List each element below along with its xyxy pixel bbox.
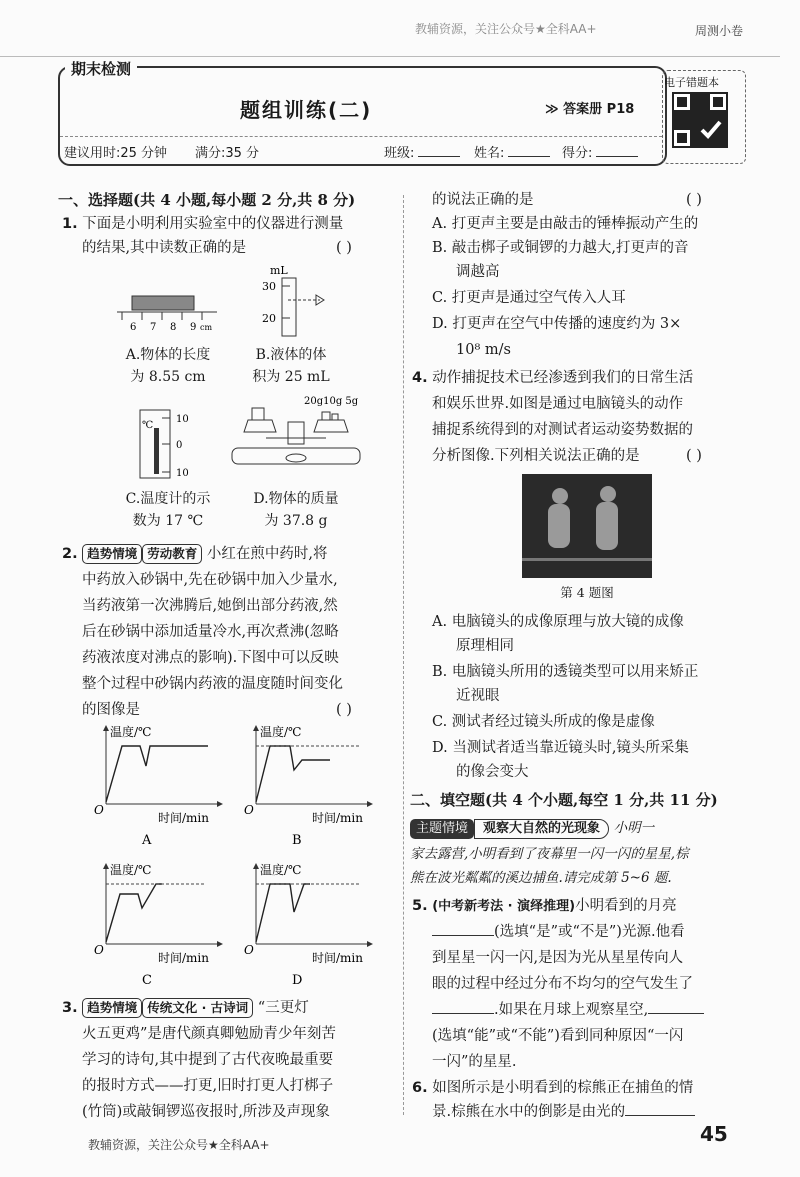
page-number: 45 bbox=[700, 1122, 728, 1146]
q3-optB-l1[interactable]: B. 敲击梆子或铜锣的力越大,打更声的音 bbox=[432, 240, 689, 256]
q5-line1 bbox=[412, 894, 677, 919]
q3-optA[interactable]: A. 打更声主要是由敲击的锤棒振动产生的 bbox=[432, 216, 699, 232]
cylinder-unit: mL bbox=[270, 264, 288, 277]
graph-b-label: B bbox=[292, 833, 302, 848]
class-field bbox=[384, 142, 464, 161]
footer-watermark: 教辅资源，关注公众号★全科AA+ bbox=[88, 1138, 270, 1152]
q3-tag-trend: 趋势情境 bbox=[82, 998, 142, 1018]
q2-l7: 的图像是 bbox=[82, 702, 140, 718]
graph-c bbox=[94, 862, 220, 988]
top-divider bbox=[0, 56, 780, 57]
graph-b-ylabel: 温度/℃ bbox=[260, 725, 302, 739]
q4-l2: 和娱乐世界.如图是通过电脑镜头的动作 bbox=[432, 396, 684, 412]
q2-l1: 小红在煎中药时,将 bbox=[206, 546, 328, 562]
q2-number: 2. bbox=[62, 546, 78, 562]
q5-blank-2[interactable] bbox=[432, 999, 494, 1014]
q6-l2: 景.棕熊在水中的倒影是由光的 bbox=[432, 1104, 626, 1120]
thermo-mercury bbox=[154, 428, 159, 474]
ruler-tick-8: 8 bbox=[170, 322, 177, 333]
q5-tag: (中考新考法 · 演绎推理) bbox=[432, 899, 576, 914]
class-label: 班级: bbox=[384, 146, 415, 161]
cylinder-tick-30: 30 bbox=[262, 280, 276, 293]
q6-blank-1[interactable] bbox=[625, 1101, 695, 1116]
q5-l7: 一闪”的星星. bbox=[432, 1054, 517, 1070]
q3-l4: 的报时方式——打更,旧时打更人打梆子 bbox=[82, 1078, 334, 1094]
ruler-object bbox=[132, 296, 194, 310]
name-blank[interactable] bbox=[508, 144, 550, 157]
q2-l5: 药液浓度对沸点的影响).下图中可以反映 bbox=[82, 650, 339, 666]
ruler-figure bbox=[112, 290, 222, 334]
q4-optB-l2: 近视眼 bbox=[456, 688, 500, 704]
ruler-unit: cm bbox=[200, 323, 213, 332]
q3-l5: (竹筒)或敲铜锣巡夜报时,所涉及声现象 bbox=[82, 1104, 330, 1120]
q5-l2: (选填“是”或“不是”)光源.他看 bbox=[494, 924, 685, 940]
q4-number: 4. bbox=[412, 370, 428, 386]
graph-a-label: A bbox=[142, 833, 152, 848]
graph-c-curve bbox=[106, 884, 162, 942]
q2-tag-labor: 劳动教育 bbox=[142, 544, 202, 564]
graph-d-origin: O bbox=[244, 943, 254, 957]
q6-line1 bbox=[412, 1076, 693, 1100]
q3-tag-culture: 传统文化 · 古诗词 bbox=[142, 998, 253, 1018]
q2-l6: 整个过程中砂锅内药液的温度随时间变化 bbox=[82, 676, 343, 692]
qr-code-icon[interactable] bbox=[672, 92, 728, 148]
q6-line2 bbox=[432, 1100, 695, 1124]
q1-stem-l1: 下面是小明利用实验室中的仪器进行测量 bbox=[82, 216, 344, 232]
top-watermark: 教辅资源，关注公众号★全科AA+ bbox=[415, 22, 597, 36]
answer-reference: ≫ 答案册 P18 bbox=[545, 102, 635, 117]
q1-optD-l2: 为 37.8 g bbox=[264, 513, 328, 529]
graph-b-xlabel: 时间/min bbox=[312, 811, 363, 825]
ruler-tick-6: 6 bbox=[130, 322, 137, 333]
q5-number: 5. bbox=[412, 898, 428, 914]
q4-answer-paren[interactable]: ( ) bbox=[686, 448, 702, 464]
q4-l4: 分析图像.下列相关说法正确的是 bbox=[432, 448, 640, 464]
q2-tag-trend: 趋势情境 bbox=[82, 544, 142, 564]
q4-optB-l1[interactable]: B. 电脑镜头所用的透镜类型可以用来矫正 bbox=[432, 664, 699, 680]
q3-optD-l2: 10⁸ m/s bbox=[456, 342, 511, 358]
cylinder-figure bbox=[258, 262, 338, 340]
motion-capture-photo bbox=[522, 474, 652, 578]
q3-l2: 火五更鸡”是唐代颜真卿勉励青少年刻苦 bbox=[82, 1026, 336, 1042]
graph-c-label: C bbox=[142, 973, 152, 988]
q4-figure-caption: 第 4 题图 bbox=[560, 585, 614, 600]
q4-l1: 动作捕捉技术已经渗透到我们的日常生活 bbox=[432, 370, 694, 386]
balance-weights: 20g10g 5g bbox=[304, 396, 359, 407]
q4-line1 bbox=[412, 366, 693, 390]
section2-title: 二、填空题(共 4 个小题,每空 1 分,共 11 分) bbox=[410, 791, 718, 809]
q3-optC[interactable]: C. 打更声是通过空气传入人耳 bbox=[432, 290, 626, 306]
score-blank[interactable] bbox=[596, 144, 638, 157]
graph-d-label: D bbox=[292, 973, 303, 988]
q1-line1 bbox=[62, 212, 343, 236]
thermo-tick-bot: 10 bbox=[176, 468, 189, 479]
q5-l1: 小明看到的月亮 bbox=[575, 898, 677, 914]
graph-b bbox=[244, 724, 370, 848]
header-tag: 期末检测 bbox=[65, 58, 137, 79]
graph-b-origin: O bbox=[244, 803, 254, 817]
q2-l3: 当药液第一次沸腾后,她倒出部分药液,然 bbox=[82, 598, 338, 614]
suggested-time: 建议用时:25 分钟 bbox=[64, 146, 168, 161]
cylinder-tick-20: 20 bbox=[262, 312, 276, 325]
graph-d bbox=[244, 862, 370, 988]
graph-a-curve bbox=[106, 746, 208, 802]
q1-optD-l1[interactable]: D.物体的质量 bbox=[253, 491, 339, 507]
ruler-tick-9: 9 bbox=[190, 322, 197, 333]
q6-number: 6. bbox=[412, 1080, 428, 1096]
column-divider bbox=[403, 195, 404, 1115]
q5-l6: (选填“能”或“不能”)看到同种原因“一闪 bbox=[432, 1028, 684, 1044]
q4-optD-l2: 的像会变大 bbox=[456, 764, 529, 780]
q5-blank-1[interactable] bbox=[432, 921, 494, 936]
graph-d-xlabel: 时间/min bbox=[312, 951, 363, 965]
q2-answer-paren[interactable]: ( ) bbox=[336, 702, 352, 718]
full-score: 满分:35 分 bbox=[195, 146, 260, 161]
graph-c-ylabel: 温度/℃ bbox=[110, 863, 152, 877]
q2-graphs bbox=[80, 722, 400, 992]
q3-l6: 的说法正确的是 bbox=[432, 192, 534, 208]
q1-stem-l2: 的结果,其中读数正确的是 bbox=[82, 240, 247, 256]
q3-l3: 学习的诗句,其中提到了古代夜晚最重要 bbox=[82, 1052, 334, 1068]
theme-label: 主题情境 bbox=[410, 819, 474, 839]
q6-l1: 如图所示是小明看到的棕熊正在捕鱼的情 bbox=[432, 1080, 694, 1096]
thermo-unit: ℃ bbox=[142, 420, 154, 431]
graph-c-xlabel: 时间/min bbox=[158, 951, 209, 965]
q4-optD-l1[interactable]: D. 当测试者适当靠近镜头时,镜头所采集 bbox=[432, 740, 689, 756]
graph-d-ylabel: 温度/℃ bbox=[260, 863, 302, 877]
theme-l2: 家去露营,小明看到了夜幕里一闪一闪的星星,棕 bbox=[410, 846, 689, 862]
q5-l4: 眼的过程中经过分布不均匀的空气发生了 bbox=[432, 976, 693, 992]
q2-l4: 后在砂锅中添加适量冷水,再次煮沸(忽略 bbox=[82, 624, 339, 640]
q3-number: 3. bbox=[62, 1000, 78, 1016]
section1-title: 一、选择题(共 4 小题,每小题 2 分,共 8 分) bbox=[58, 191, 356, 209]
q4-optA-l2: 原理相同 bbox=[456, 638, 514, 654]
score-label: 得分: bbox=[562, 146, 593, 161]
thermo-tick-mid: 0 bbox=[176, 440, 183, 451]
q4-l3: 捕捉系统得到的对测试者运动姿势数据的 bbox=[432, 422, 693, 438]
q3-answer-paren[interactable]: ( ) bbox=[686, 192, 702, 208]
page-title: 题组训练(二) bbox=[240, 98, 373, 122]
q1-optA-l2: 为 8.55 cm bbox=[130, 369, 206, 385]
ruler-tick-7: 7 bbox=[150, 322, 157, 333]
q5-line2 bbox=[432, 920, 685, 944]
balance-figure bbox=[226, 392, 366, 476]
graph-a bbox=[94, 724, 220, 848]
q1-answer-paren[interactable]: ( ) bbox=[336, 240, 352, 256]
q1-optA-l1[interactable]: A.物体的长度 bbox=[125, 347, 211, 363]
q1-optB-l1[interactable]: B.液体的体 bbox=[255, 347, 327, 363]
q3-line1 bbox=[62, 996, 309, 1020]
theme-title: 观察大自然的光现象 bbox=[474, 819, 609, 839]
q4-optA-l1[interactable]: A. 电脑镜头的成像原理与放大镜的成像 bbox=[432, 614, 684, 630]
q2-l2: 中药放入砂锅中,先在砂锅中加入少量水, bbox=[82, 572, 338, 588]
q1-optC-l2: 数为 17 ℃ bbox=[132, 513, 204, 529]
q3-optD-l1[interactable]: D. 打更声在空气中传播的速度约为 3× bbox=[432, 316, 682, 332]
q5-l5: .如果在月球上观察星空, bbox=[494, 1002, 649, 1018]
thermo-tick-top: 10 bbox=[176, 414, 189, 425]
graph-a-origin: O bbox=[94, 803, 104, 817]
q1-optC-l1[interactable]: C.温度计的示 bbox=[125, 491, 211, 507]
theme-l1: 小明一 bbox=[613, 820, 655, 836]
theme-l3: 熊在波光粼粼的溪边捕鱼.请完成第 5~6 题. bbox=[410, 870, 672, 886]
name-field bbox=[474, 142, 554, 161]
theme-line1 bbox=[410, 816, 654, 840]
q5-l3: 到星星一闪一闪,是因为光从星星传向人 bbox=[432, 950, 684, 966]
q3-optB-l2: 调越高 bbox=[456, 264, 500, 280]
graph-d-curve bbox=[256, 884, 310, 942]
class-blank[interactable] bbox=[418, 144, 460, 157]
top-tag: 周测小卷 bbox=[695, 24, 744, 38]
q3-l1: “三更灯 bbox=[257, 1000, 309, 1016]
q4-optC[interactable]: C. 测试者经过镜头所成的像是虚像 bbox=[432, 714, 655, 730]
name-label: 姓名: bbox=[474, 146, 505, 161]
header-divider bbox=[60, 136, 662, 137]
qr-label: 电子错题本 bbox=[664, 76, 719, 89]
q1-number: 1. bbox=[62, 216, 78, 232]
score-field bbox=[562, 142, 642, 161]
q1-optB-l2: 积为 25 mL bbox=[252, 369, 330, 385]
q5-blank-3[interactable] bbox=[648, 999, 704, 1014]
graph-c-origin: O bbox=[94, 943, 104, 957]
graph-a-ylabel: 温度/℃ bbox=[110, 725, 152, 739]
graph-b-curve bbox=[256, 746, 330, 802]
graph-a-xlabel: 时间/min bbox=[158, 811, 209, 825]
q5-line5 bbox=[432, 998, 704, 1022]
q2-line1 bbox=[62, 542, 327, 566]
thermometer-figure bbox=[134, 406, 204, 482]
